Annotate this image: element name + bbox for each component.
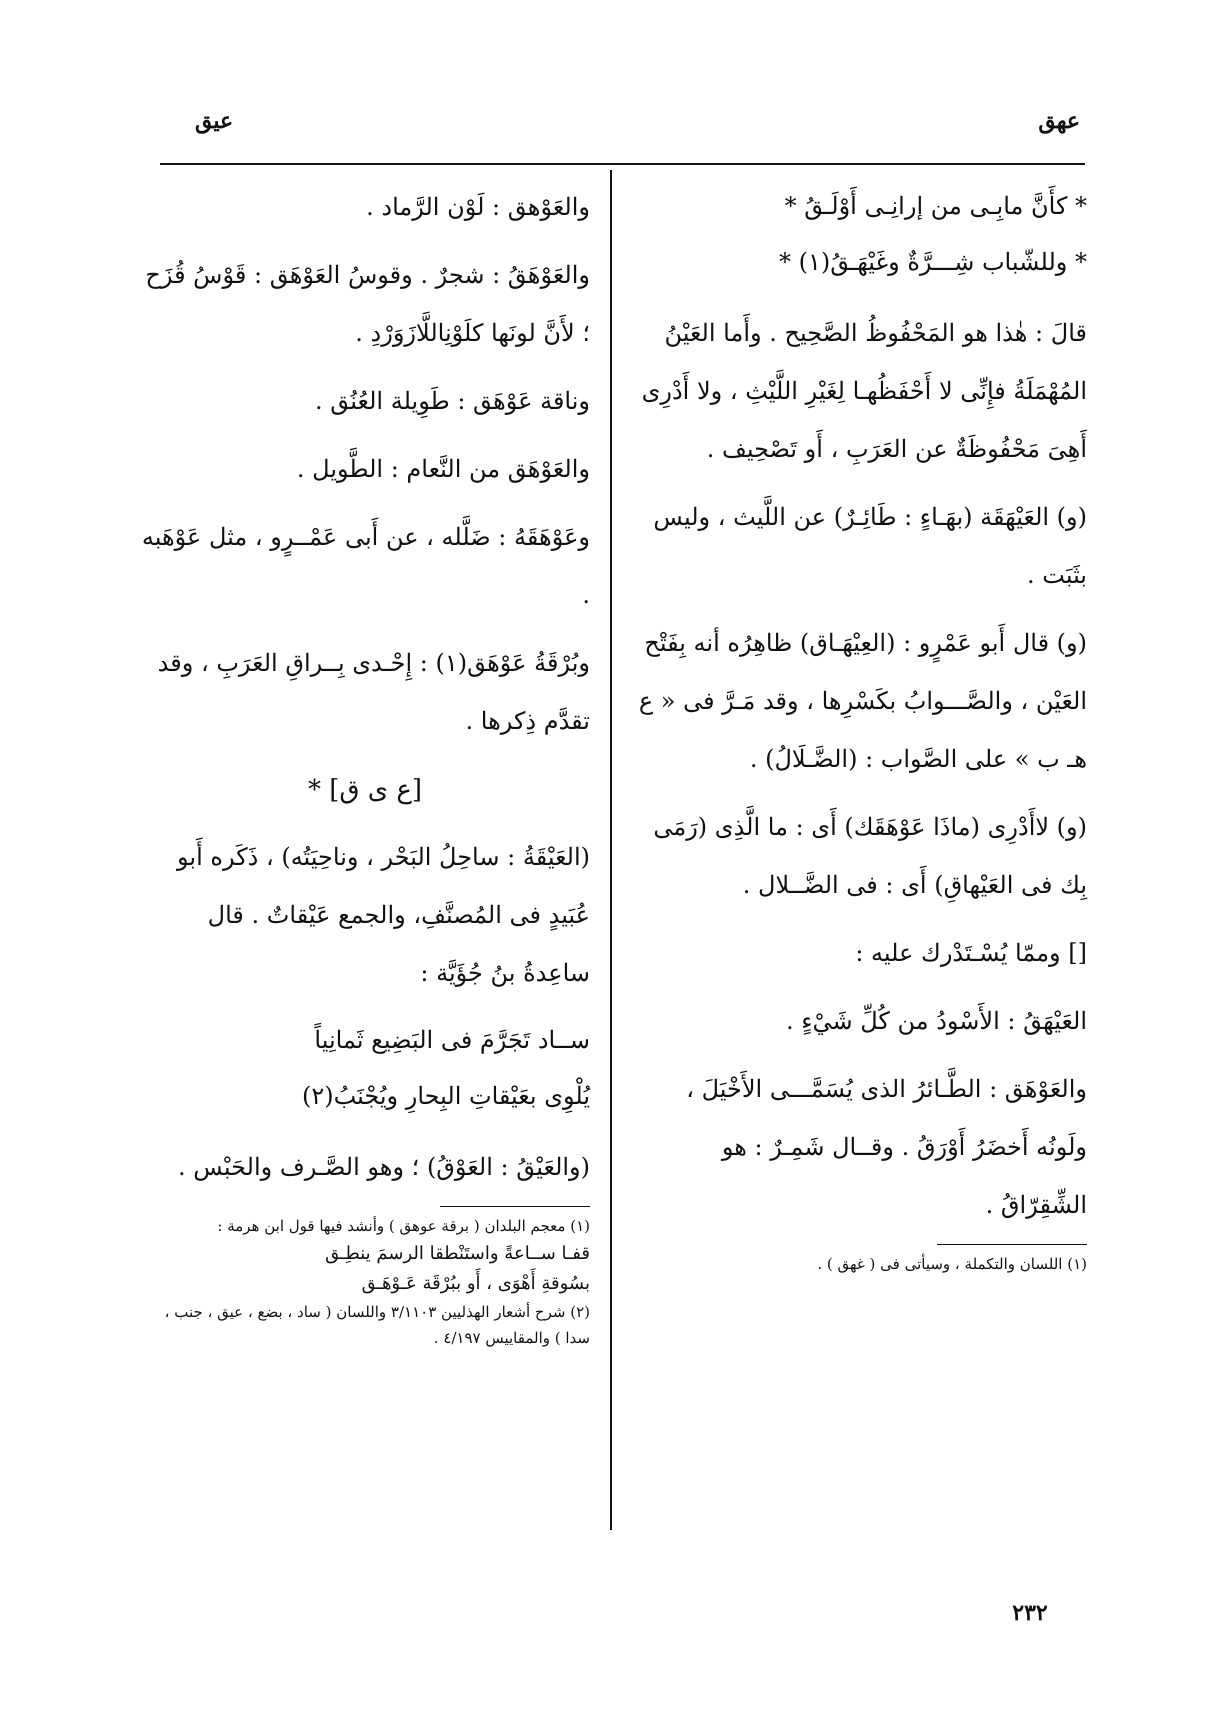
header-root-left: عيق <box>195 108 234 134</box>
entry-paragraph: وعَوْهَقَهُ : ضَلَّله ، عن أَبى عَمْــرٍو ، مثل عَوْهَبه . <box>141 523 590 609</box>
entry-paragraph: والعَوْهَق من النَّعام : الطَّويل . <box>296 455 590 483</box>
entry-paragraph: قالَ : هٰذا هو المَحْفُوظُ الصَّحِيح . وأَما العَيْنُ المُهْمَلَةُ فإِنِّى لا أَحْفَظُهـا لِغَيْرِ اللَّيْثِ ، ولا أَدْرِى أَهِىَ مَحْفُوظَةٌ عن العَرَبِ ، أَو تَصْحِيف . <box>641 319 1087 463</box>
footnote-rule <box>440 1206 590 1207</box>
entry-paragraph: وبُرْقَةُ عَوْهَق(١) : إِحْـدى بِــراقِ العَرَبِ ، وقد تقدَّم ذِكرها . <box>157 649 590 735</box>
entry-paragraph: (العَيْقَةُ : ساحِلُ البَحْر ، وناحِيَتُه) ، ذَكَره أَبو عُبَيدٍ فى المُصنَّفِ، والجمع عَيْقاتٌ . قال ساعِدةُ بنُ جُؤَيَّة : <box>177 843 590 987</box>
header-root-right: عهق <box>1038 108 1080 134</box>
entry-paragraph: (والعَيْقُ : العَوْقُ) ؛ وهو الصَّـرف والحَبْس . <box>178 1153 590 1181</box>
column-divider <box>610 170 612 1530</box>
footnote: (٢) شرح أشعار الهذليين ٣/١١٠٣ واللسان ( ساد ، بضع ، عيق ، جنب ، سدا ) والمقاييس ٤/١٩٧ . <box>164 1303 590 1347</box>
verse-line: ســاد تَجَرَّمَ فى البَضِيع ثَمانِياً <box>314 1026 590 1054</box>
entry-paragraph: وناقة عَوْهَق : طَوِيلة العُنُق . <box>315 387 590 415</box>
page-number: ٢٣٢ <box>1012 1600 1048 1626</box>
left-column <box>140 178 590 1351</box>
right-column <box>632 178 1087 1277</box>
entry-paragraph: (و) لاأَدْرِى (ماذَا عَوْهَقَك) أَى : ما الَّذِى (رَمَى بِك فى العَيْهاقِ) أَى : فى الضَّــلال . <box>653 813 1087 899</box>
section-heading: [ع ى ق] * <box>307 775 423 805</box>
entry-paragraph: (و) قال أَبو عَمْرٍو : (العِيْهَـاق) ظاهِرُه أنه بِفَتْح العَيْن ، والصَّـــوابُ بكَسْرِها ، وقد مَـرَّ فى « ع هـ ب » على الصَّواب : (الضَّـلَالُ) . <box>638 629 1087 773</box>
footnote-verse: قفـا ســاعةً واستَنْطقا الرسمَ ينطِـق <box>325 1243 590 1264</box>
footnote-rule <box>937 1244 1087 1245</box>
verse-block <box>140 1012 590 1124</box>
verse-line: * وللشّباب شِـــرَّةٌ وغَيْهَـقُ(١) * <box>778 248 1087 276</box>
verse-line: يُلْوِى بعَيْقاتِ البِحارِ ويُجْنَبُ(٢) <box>301 1082 590 1110</box>
footnote: (١) معجم البلدان ( برقة عوهق ) وأنشد فيها قول ابن هرمة : <box>217 1217 590 1235</box>
verse-line: * كأَنَّ مابِـى من إرانِـى أَوْلَـقُ * <box>784 192 1087 220</box>
verse-block <box>632 178 1087 290</box>
footnote: (١) اللسان والتكملة ، وسيأتى فى ( غهق ) . <box>817 1255 1087 1273</box>
footnote-verse: بسُوقةِ أَهْوَى ، أَو ببُرْقَة عَـوْهَـق <box>361 1273 590 1294</box>
entry-paragraph: والعَوْهَقُ : شجرٌ . وقوسُ العَوْهَق : قَوْسُ قُزَح ؛ لأَنَّ لونَها كلَوْنِاللَّازَوَرْدِ . <box>145 261 590 347</box>
entry-paragraph: العَيْهَقُ : الأَسْودُ من كُلِّ شَيْءٍ . <box>785 1007 1087 1035</box>
entry-paragraph: والعَوْهق : لَوْن الرَّماد . <box>366 193 590 221</box>
entry-paragraph: والعَوْهَق : الطَّـائرُ الذى يُسَمَّـــى الأَخْيَلَ ، ولَونُه أَخضَرُ أَوْرَقُ . وقــال شَمِـرٌ : هو الشِّقِرّاقُ . <box>686 1075 1087 1219</box>
entry-paragraph: (و) العَيْهَقَة (بهَـاءٍ : طَائِـرٌ) عن اللَّيث ، وليس بثَبَت . <box>653 503 1087 589</box>
entry-paragraph: [] وممّا يُسْـتَدْرك عليه : <box>855 939 1087 967</box>
header-rule <box>160 163 1085 165</box>
